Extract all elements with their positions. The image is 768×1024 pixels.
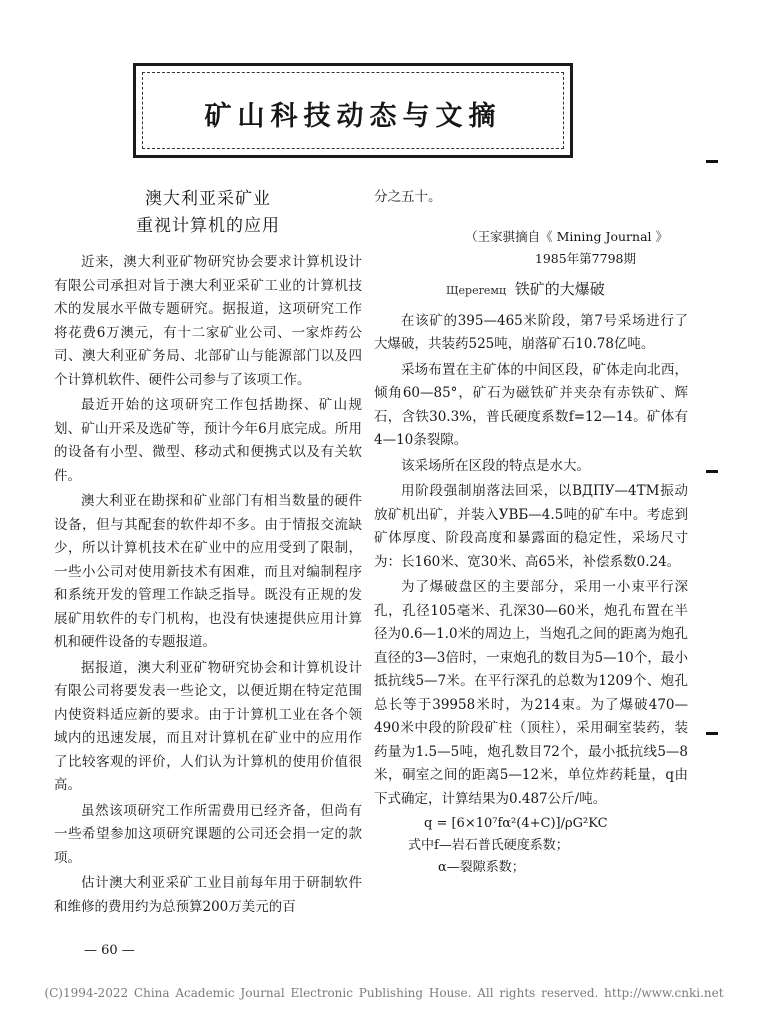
margin-mark [706,732,718,735]
subtitle-author: Щеpеrемц [446,283,507,297]
formula-definition: 式中f—岩石普氏硬度系数； [408,838,569,853]
paragraph: 虽然该项研究工作所需费用已经齐备，但尚有一些希望参加这项研究课题的公司还会捐一定的款项。 [54,802,362,866]
paragraph: 近来，澳大利亚矿物研究协会要求计算机设计有限公司承担对旨于澳大利亚采矿工业的计算机技术的发展水平做专题研究。据报道，这项研究工作将花费6万澳元，有十二家矿业公司、一家炸药公司、澳大利亚矿务局、北部矿山与能源部门以及四个计算机软件、硬件公司参与了该项工作。 [54,254,362,388]
paragraph: 在该矿的395—465米阶段，第7号采场进行了大爆破，共装药525吨，崩落矿石10.78亿吨。 [374,312,688,352]
page-number: — 60 — [84,943,135,958]
source-issue: 1985年第7798期 [534,250,636,266]
paragraph: 据报道，澳大利亚矿物研究协会和计算机设计有限公司将要发表一些论文，以便近期在特定范围内使资料适应新的要求。由于计算机工业在各个领域内的迅速发展，而且对计算机在矿业中的应用作了比较客观的评价，人们认为计算机的使用价值很高。 [54,659,362,793]
article-subtitle [446,276,688,304]
continuation-text: 分之五十。 [374,189,442,205]
margin-mark [706,160,718,163]
margin-mark [706,470,718,473]
section-title: 矿山科技动态与文摘 [204,101,502,132]
paragraph: 采场布置在主矿体的中间区段，矿体走向北西，倾角60—85°，矿石为磁铁矿并夹杂有赤铁矿、辉石，含铁30.3%，普氏硬度系数f=12—14。矿体有4—10条裂隙。 [374,361,688,448]
subtitle-text: 铁矿的大爆破 [514,279,605,298]
paragraph: 为了爆破盘区的主要部分，采用一小束平行深孔，孔径105毫米、孔深30—60米，炮孔布置在半径为0.6—1.0米的周边上，当炮孔之间的距离为炮孔直径的3—3倍时，一束炮孔的数目为5—10个，最小抵抗线5—7米。在平行深孔的总数为1209个、炮孔总长等于39958米时，为214束。为了爆破470—490米中段的阶段矿柱（顶柱），采用硐室装药，装药量为1.5—5吨，炮孔数目72个，最小抵抗线5—8米，硐室之间的距离5—12米，单位炸药耗量，q由下式确定，计算结果为0.487公斤/吨。 [374,579,688,807]
article-title [54,186,362,240]
left-column [54,186,362,921]
paragraph: 澳大利亚在勘探和矿业部门有相当数量的硬件设备，但与其配套的软件却不多。由于情报交流缺少，所以计算机技术在矿业中的应用受到了限制，一些小公司对使用新技术有困难，而且对编制程序和系统开发的管理工作缺乏指导。既没有正规的发展矿用软件的专门机构，也没有快速提供应用计算机和硬件设备的专题报道。 [54,493,362,650]
copyright-footer: (C)1994-2022 China Academic Journal Electronic Publishing House. All rights reserved. http://www.cnki.net [44,986,724,1000]
article-title-line1: 澳大利亚采矿业 [145,189,271,209]
formula-definition: α—裂隙系数； [438,860,525,875]
paragraph: 用阶段强制崩落法回采，以ВДПУ—4ТМ振动放矿机出矿，并装入УВБ—4.5吨的矿车中。考虑到矿体厚度、阶段高度和暴露面的稳定性，采场尺寸为：长160米、宽30米、高65米，补偿系数0.24。 [374,483,688,570]
formula: q = [6×10⁷fα²(4+C)]/ρG²KC [424,816,608,831]
article-title-line2: 重视计算机的应用 [136,216,280,236]
paragraph: 估计澳大利亚采矿工业目前每年用于研制软件和维修的费用约为总预算200万美元的百 [54,875,362,915]
section-banner [133,63,573,158]
paragraph: 最近开始的这项研究工作包括勘探、矿山规划、矿山开采及选矿等，预计今年6月底完成。所用的设备有小型、微型、移动式和便携式以及有关软件。 [54,397,362,484]
source-citation: （王家骐摘自《 Mining Journal 》 [465,228,668,244]
right-column [374,186,688,879]
paragraph: 该采场所在区段的特点是水大。 [401,457,590,474]
